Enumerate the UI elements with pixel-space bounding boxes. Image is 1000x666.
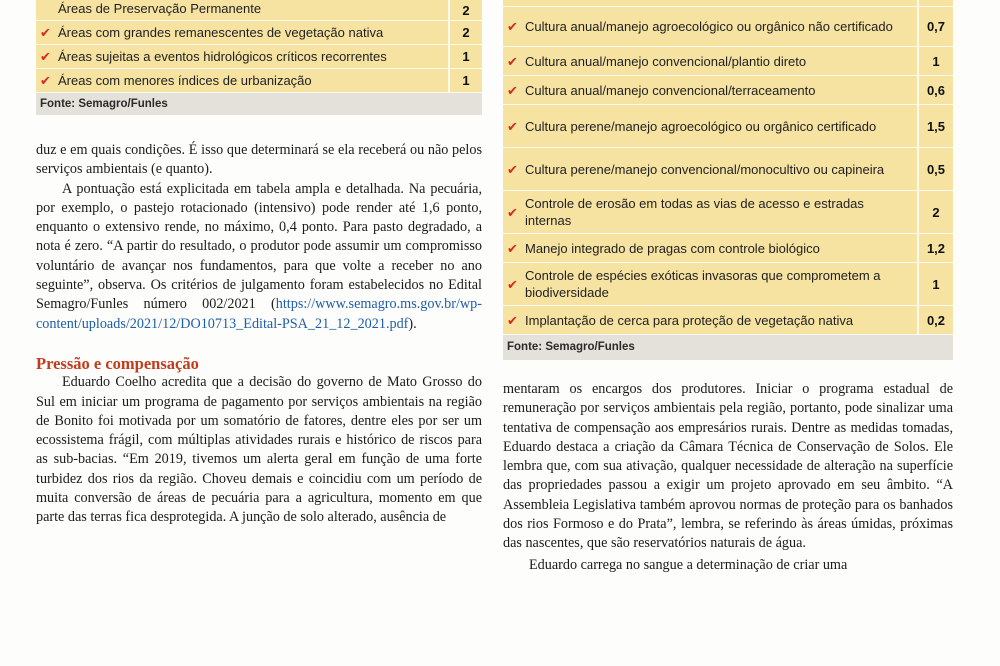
paragraph: Eduardo Coelho acredita que a decisão do governo de Mato Grosso do Sul em iniciar um programa de pagamento por serviços ambientais na região de Bonito foi motivada por um somatório de fatores, dentre eles por ser um ecossistema frágil, com múltiplas atividades rurais e histórico de riscos para as sub-bacias. “Em 2019, tivemos um alerta geral em função de uma forte turbidez dos rios da região. Choveu demais e coincidiu com um período de muita conversão de áreas de pecuária para a agricultura, momento em que parte das terras fica desprotegida. A junção de solo alterado, ausência de [36,374,482,526]
table-cell-label: Manejo integrado de pragas com controle biológico [525,240,820,256]
table-row [36,0,482,21]
table-source: Fonte: Semagro/Funles [36,93,482,115]
check-icon: ✔ [40,25,51,40]
table-row [36,45,482,69]
paragraph: A pontuação está explicitada em tabela ampla e detalhada. Na pecuária, por exemplo, o pastejo rotacionado (intensivo) pode render até 1,6 ponto, enquanto o extensivo rende, no máximo, 0,4 ponto. Para pasto degradado, a nota é zero. “A partir do resultado, o produtor pode assumir um compromisso voluntário de avançar nos fundamentos, para que volte a receber no ano seguinte”, observa. Os critérios de julgamento foram estabelecidos no Edital Semagro/Funles número 002/2021 (https://www.semagro.ms.gov.br/wp-content/uploads/2021/12/DO10713_Edital-PSA_21_12_2021.pdf). [36,180,482,332]
table-row [503,105,953,148]
check-icon: ✔ [507,53,518,69]
check-icon: ✔ [507,276,518,292]
table-cell-label: Cultura anual/manejo agroecológico ou orgânico não certificado [525,19,893,34]
table-row [503,148,953,191]
table-cell-label: Cultura anual/manejo convencional/plantio direto [525,53,807,69]
check-icon: ✔ [40,49,51,64]
table-row [503,47,953,76]
left-body-text [36,141,482,528]
table-cell-label: Áreas de Preservação Permanente [58,1,262,16]
check-icon: ✔ [507,204,518,220]
table-cell-value: 0,2 [917,306,953,334]
table-row [503,0,953,7]
table-row [36,21,482,45]
table-cell-label: Cultura perene/manejo agroecológico ou orgânico certificado [525,118,877,134]
check-icon: ✔ [507,240,518,256]
table-cell-value: 0,7 [917,7,953,46]
table-cell-value: 2 [917,191,953,233]
paragraph: duz e em quais condições. É isso que determinará se ela receberá ou não pelos serviços ambientais (e quanto). [36,142,482,178]
table-cell-value: 1,2 [917,234,953,262]
section-heading: Pressão e compensação [36,353,199,373]
table-cell-value: 2 [448,0,482,20]
table-cell-value: 1 [917,47,953,75]
table-cell-label: Controle de espécies exóticas invasoras que comprometem a biodiversidade [525,268,881,300]
table-cell-label: Áreas com grandes remanescentes de vegetação nativa [58,25,384,40]
table-cell-value: 0,5 [917,148,953,190]
paragraph: Eduardo carrega no sangue a determinação de criar uma [529,556,848,573]
left-column [36,0,482,528]
table-row [503,191,953,234]
left-score-table [36,0,482,93]
table-cell-value: 1,5 [917,105,953,147]
table-cell-value: 1 [448,45,482,68]
table-cell-label: Implantação de cerca para proteção de vegetação nativa [525,312,854,328]
right-score-table [503,0,953,335]
right-body-text [503,380,953,575]
table-row [503,234,953,263]
table-row [503,76,953,105]
table-cell-label: Cultura anual/manejo convencional/terraceamento [525,82,816,98]
check-icon: ✔ [507,118,518,134]
paragraph: mentaram os encargos dos produtores. Iniciar o programa estadual de remuneração por serviços ambientais pela região, portanto, pode sinalizar uma tentativa de compensação aos empresários rurais. Dentre as medidas tomadas, Eduardo destaca a criação da Câmara Técnica de Conservação de Solos. Ele lembra que, com sua ativação, qualquer necessidade de alteração na superfície das propriedades passou a exigir um projeto aprovado em seu âmbito. “A Assembleia Legislativa também aprovou normas de proteção para os banhados dos rios Formoso e do Prata”, lembra, se referindo às áreas úmidas, próximas das nascentes, que são reservatórios naturais de água. [503,381,953,552]
table-cell-label: Controle de erosão em todas as vias de acesso e estradas internas [525,196,864,228]
table-cell-label: Cultura perene/manejo convencional/monocultivo ou capineira [525,161,885,177]
table-row [503,7,953,47]
table-cell-value: 2 [448,21,482,44]
table-cell-value: 1 [917,263,953,305]
check-icon: ✔ [507,312,518,328]
edital-link[interactable]: https://www.semagro.ms.gov.br/wp-content/uploads/2021/12/DO10713_Edital-PSA_21_12_2021.pdf [36,296,482,332]
table-row [503,306,953,335]
table-cell-label: Áreas sujeitas a eventos hidrológicos críticos recorrentes [58,49,387,64]
table-row [36,69,482,93]
check-icon: ✔ [507,19,518,34]
check-icon: ✔ [507,161,518,177]
check-icon: ✔ [507,82,518,98]
table-row [503,263,953,306]
table-cell-value: 0,6 [917,76,953,104]
right-column [503,0,953,575]
table-cell-label: Áreas com menores índices de urbanização [58,73,312,88]
table-cell-value: 1 [448,69,482,92]
table-source: Fonte: Semagro/Funles [503,335,953,360]
check-icon: ✔ [40,73,51,88]
